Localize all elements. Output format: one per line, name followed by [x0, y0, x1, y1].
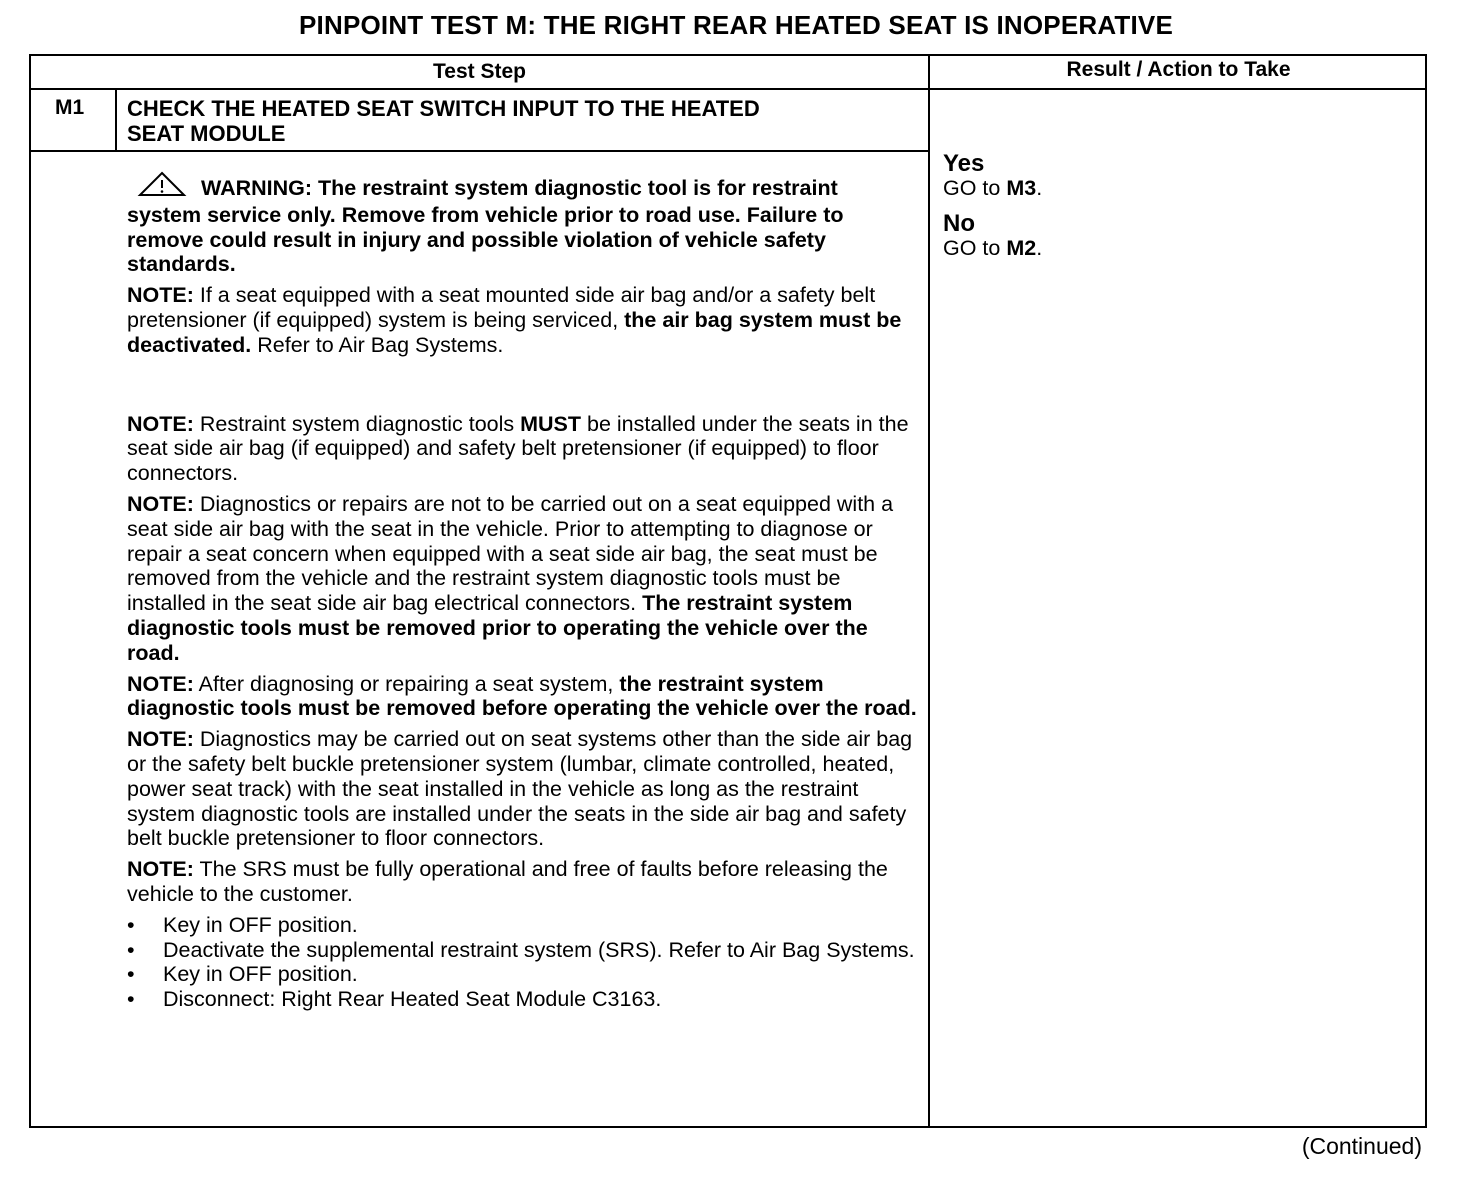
bullet-icon: • [127, 937, 135, 962]
warning-text: WARNING: The restraint system diagnostic tool is for restraint system service only. Remove from vehicle prior to road use. Failure to remove could result in injury and possible violation of vehicle safety standards. [127, 176, 844, 277]
result-yes-label: Yes [943, 150, 985, 177]
warning-paragraph [127, 171, 917, 277]
list-item: • Deactivate the supplemental restraint system (SRS). Refer to Air Bag Systems. [127, 937, 915, 962]
list-item: • Key in OFF position. [127, 912, 358, 937]
step-title-line2: SEAT MODULE [127, 121, 286, 146]
page-title: PINPOINT TEST M: THE RIGHT REAR HEATED SEAT IS INOPERATIVE [299, 10, 1173, 40]
header-result-action: Result / Action to Take [1066, 58, 1291, 81]
step-title [127, 96, 760, 146]
header-test-step: Test Step [433, 60, 526, 83]
test-step-body [127, 171, 917, 1012]
step-title-line1: CHECK THE HEATED SEAT SWITCH INPUT TO THE HEATED [127, 96, 760, 121]
bullet-icon: • [127, 962, 135, 987]
step-title-divider [31, 150, 929, 152]
bullet-icon: • [127, 987, 135, 1012]
note-1: NOTE: If a seat equipped with a seat mounted side air bag and/or a safety belt pretensioner (if equipped) system is being serviced, the air bag system must be deactivated. Refer to Air Bag Systems. [127, 283, 902, 357]
warning-triangle-icon [137, 171, 187, 203]
continued-label: (Continued) [1301, 1133, 1422, 1159]
column-divider [928, 56, 930, 1128]
goto-m3-link[interactable]: M3 [1006, 176, 1037, 200]
result-no-action: GO to M2. [943, 236, 1043, 260]
result-no-label: No [943, 210, 975, 237]
result-yes-action: GO to M3. [943, 176, 1043, 200]
note-2: NOTE: Restraint system diagnostic tools MUST be installed under the seats in the seat side air bag (if equipped) and safety belt pretensioner (if equipped) to floor connectors. [127, 411, 909, 486]
bullet-icon: • [127, 912, 135, 937]
step-id-divider [115, 90, 117, 151]
list-item: • Key in OFF position. [127, 962, 358, 987]
goto-m2-link[interactable]: M2 [1006, 236, 1037, 260]
procedure-list [127, 913, 917, 1012]
header-divider [31, 88, 1427, 90]
result-no [943, 212, 1042, 260]
pinpoint-test-table [29, 54, 1427, 1128]
spacer [127, 364, 917, 412]
note-5: NOTE: Diagnostics may be carried out on seat systems other than the side air bag or the safety belt buckle pretensioner system (lumbar, climate controlled, heated, power seat track) with the seat installed in the vehicle as long as the restraint system diagnostic tools are installed under the seats in the side air bag and safety belt buckle pretensioner to floor connectors. [127, 727, 913, 851]
result-yes [943, 152, 1042, 200]
note-3: NOTE: Diagnostics or repairs are not to be carried out on a seat equipped with a seat side air bag with the seat in the vehicle. Prior to attempting to diagnose or repair a seat concern when equipped with a seat side air bag, the seat must be removed from the vehicle and the restraint system diagnostic tools must be installed in the seat side air bag electrical connectors. The restraint system diagnostic tools must be removed prior to operating the vehicle over the road. [127, 491, 894, 665]
note-4: NOTE: After diagnosing or repairing a seat system, the restraint system diagnostic tools must be removed before operating the vehicle over the road. [127, 671, 917, 721]
step-id: M1 [55, 96, 85, 119]
list-item: • Disconnect: Right Rear Heated Seat Module C3163. [127, 987, 662, 1012]
note-6: NOTE: The SRS must be fully operational and free of faults before releasing the vehicle to the customer. [127, 857, 888, 906]
